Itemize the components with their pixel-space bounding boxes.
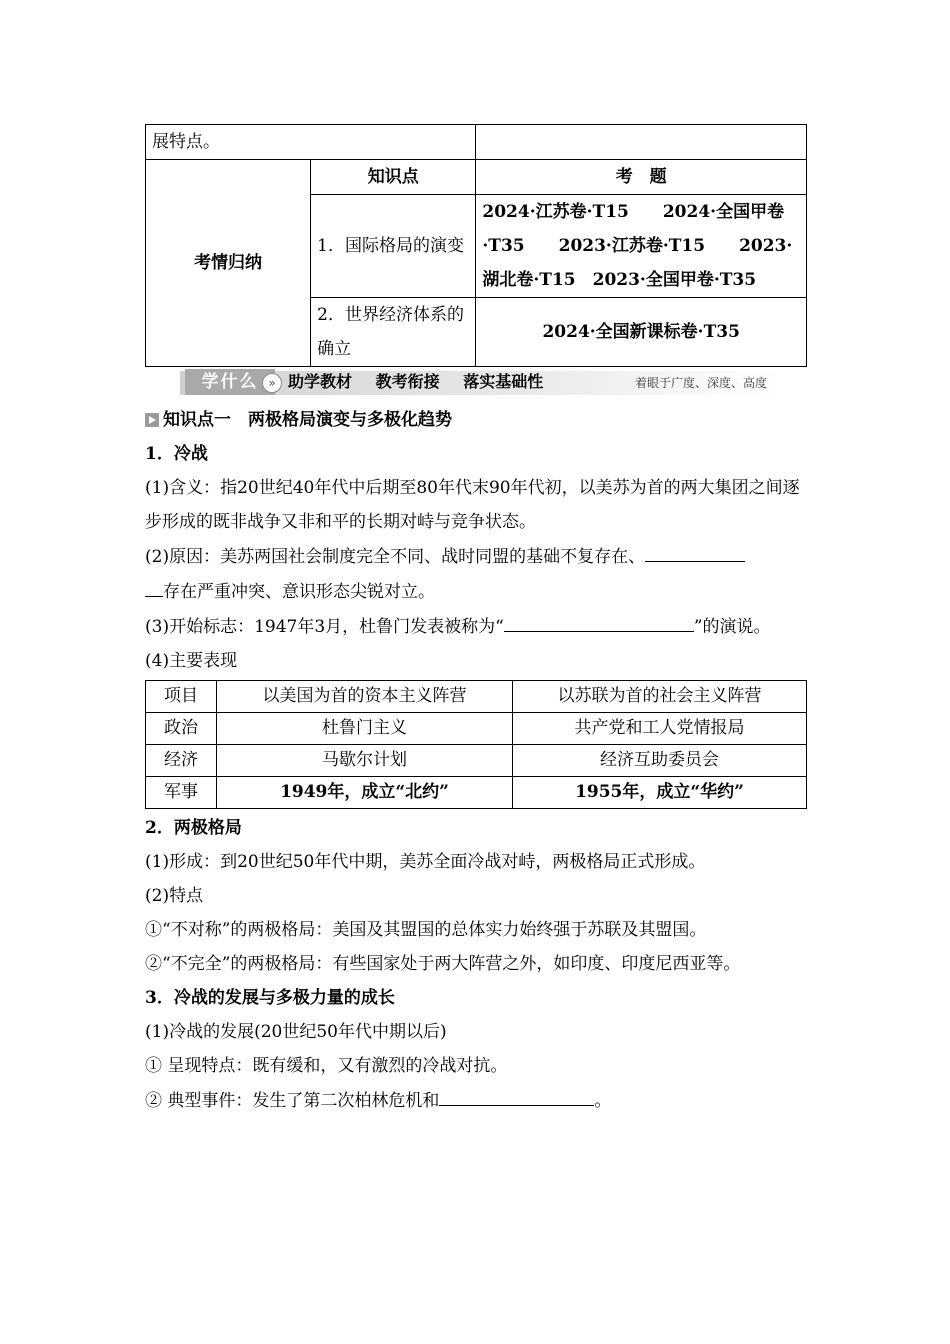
- table-cell: 杜鲁门主义: [217, 713, 513, 745]
- table-cell: 政治: [146, 713, 217, 745]
- column-header: 以美国为首的资本主义阵营: [217, 681, 513, 713]
- paragraph-text: 存在严重冲突、意识形态尖锐对立。: [163, 582, 435, 602]
- paragraph: (4)主要表现: [145, 651, 238, 671]
- paragraph: (1)含义：指20世纪40年代中后期至80年代末90年代初，以美苏为首的两大集团之间逐步形成的既非战争又非和平的长期对峙与竞争状态。: [145, 478, 800, 532]
- table-cell: 马歇尔计划: [217, 745, 513, 777]
- exam-summary-table: [145, 124, 807, 367]
- table-cell: 1949年，成立“北约”: [217, 777, 513, 809]
- table-header-row: [146, 681, 807, 713]
- table-cell: 1955年，成立“华约”: [513, 777, 807, 809]
- table-cell: 1．国际格局的演变: [311, 195, 476, 298]
- banner-slogan: 着眼于广度、深度、高度: [634, 376, 767, 390]
- page: [145, 124, 807, 1118]
- paragraph: [145, 539, 807, 609]
- paragraph: (2)特点: [145, 886, 204, 906]
- camps-table: [145, 680, 807, 809]
- paragraph-text: 。: [594, 1091, 612, 1111]
- paragraph: ②“不完全”的两极格局：有些国家处于两大阵营之外，如印度、印度尼西亚等。: [145, 954, 741, 974]
- table-row: [146, 125, 807, 160]
- table-cell: [476, 125, 807, 160]
- column-header: 知识点: [311, 160, 476, 195]
- play-icon: [145, 413, 159, 427]
- banner-item: 教考衔接: [375, 372, 440, 391]
- paragraph: (1)冷战的发展(20世纪50年代中期以后): [145, 1022, 447, 1042]
- table-row: [146, 160, 807, 195]
- section-title: [145, 403, 807, 437]
- paragraph-text: (2)原因：美苏两国社会制度完全不同、战时同盟的基础不复存在、: [145, 547, 646, 567]
- table-row: [146, 777, 807, 809]
- table-row: [146, 713, 807, 745]
- section-banner: [145, 369, 807, 397]
- subsection-title: 3．冷战的发展与多极力量的成长: [145, 988, 395, 1008]
- banner-item: 助学教材: [288, 372, 353, 391]
- column-header: 以苏联为首的社会主义阵营: [513, 681, 807, 713]
- fill-blank[interactable]: [504, 609, 694, 632]
- paragraph-text: (3)开始标志：1947年3月，杜鲁门发表被称为“: [145, 617, 504, 637]
- table-cell: 2024·全国新课标卷·T35: [476, 298, 807, 367]
- table-cell: 展特点。: [146, 125, 476, 160]
- paragraph-text: ”的演说。: [693, 617, 771, 637]
- table-cell: 2．世界经济体系的确立: [311, 298, 476, 367]
- table-cell: 2024·江苏卷·T15 2024·全国甲卷·T35 2023·江苏卷·T15 2023·湖北卷·T15 2023·全国甲卷·T35: [476, 195, 807, 298]
- fill-blank[interactable]: [145, 574, 163, 597]
- banner-tag: 学什么: [185, 369, 275, 395]
- table-cell: 军事: [146, 777, 217, 809]
- table-row: [146, 745, 807, 777]
- paragraph: [145, 1083, 807, 1118]
- section-label: 考情归纳: [146, 160, 311, 367]
- subsection-title: 2．两极格局: [145, 818, 242, 838]
- table-cell: 经济互助委员会: [513, 745, 807, 777]
- fill-blank[interactable]: [645, 539, 745, 562]
- paragraph-text: ② 典型事件：发生了第二次柏林危机和: [145, 1091, 440, 1111]
- fill-blank[interactable]: [439, 1083, 594, 1106]
- subsection-title: 1．冷战: [145, 444, 208, 464]
- paragraph: ①“不对称”的两极格局：美国及其盟国的总体实力始终强于苏联及其盟国。: [145, 920, 707, 940]
- table-cell: 共产党和工人党情报局: [513, 713, 807, 745]
- table-cell: 经济: [146, 745, 217, 777]
- banner-item: 落实基础性: [463, 372, 544, 391]
- column-header: 项目: [146, 681, 217, 713]
- paragraph: ① 呈现特点：既有缓和，又有激烈的冷战对抗。: [145, 1056, 508, 1076]
- banner-items: [288, 369, 557, 395]
- paragraph: (1)形成：到20世纪50年代中期，美苏全面冷战对峙，两极格局正式形成。: [145, 852, 706, 872]
- column-header: 考 题: [476, 160, 807, 195]
- section-title-text: 知识点一 两极格局演变与多极化趋势: [163, 410, 452, 430]
- chevron-right-icon: »: [262, 373, 282, 393]
- paragraph: [145, 609, 807, 644]
